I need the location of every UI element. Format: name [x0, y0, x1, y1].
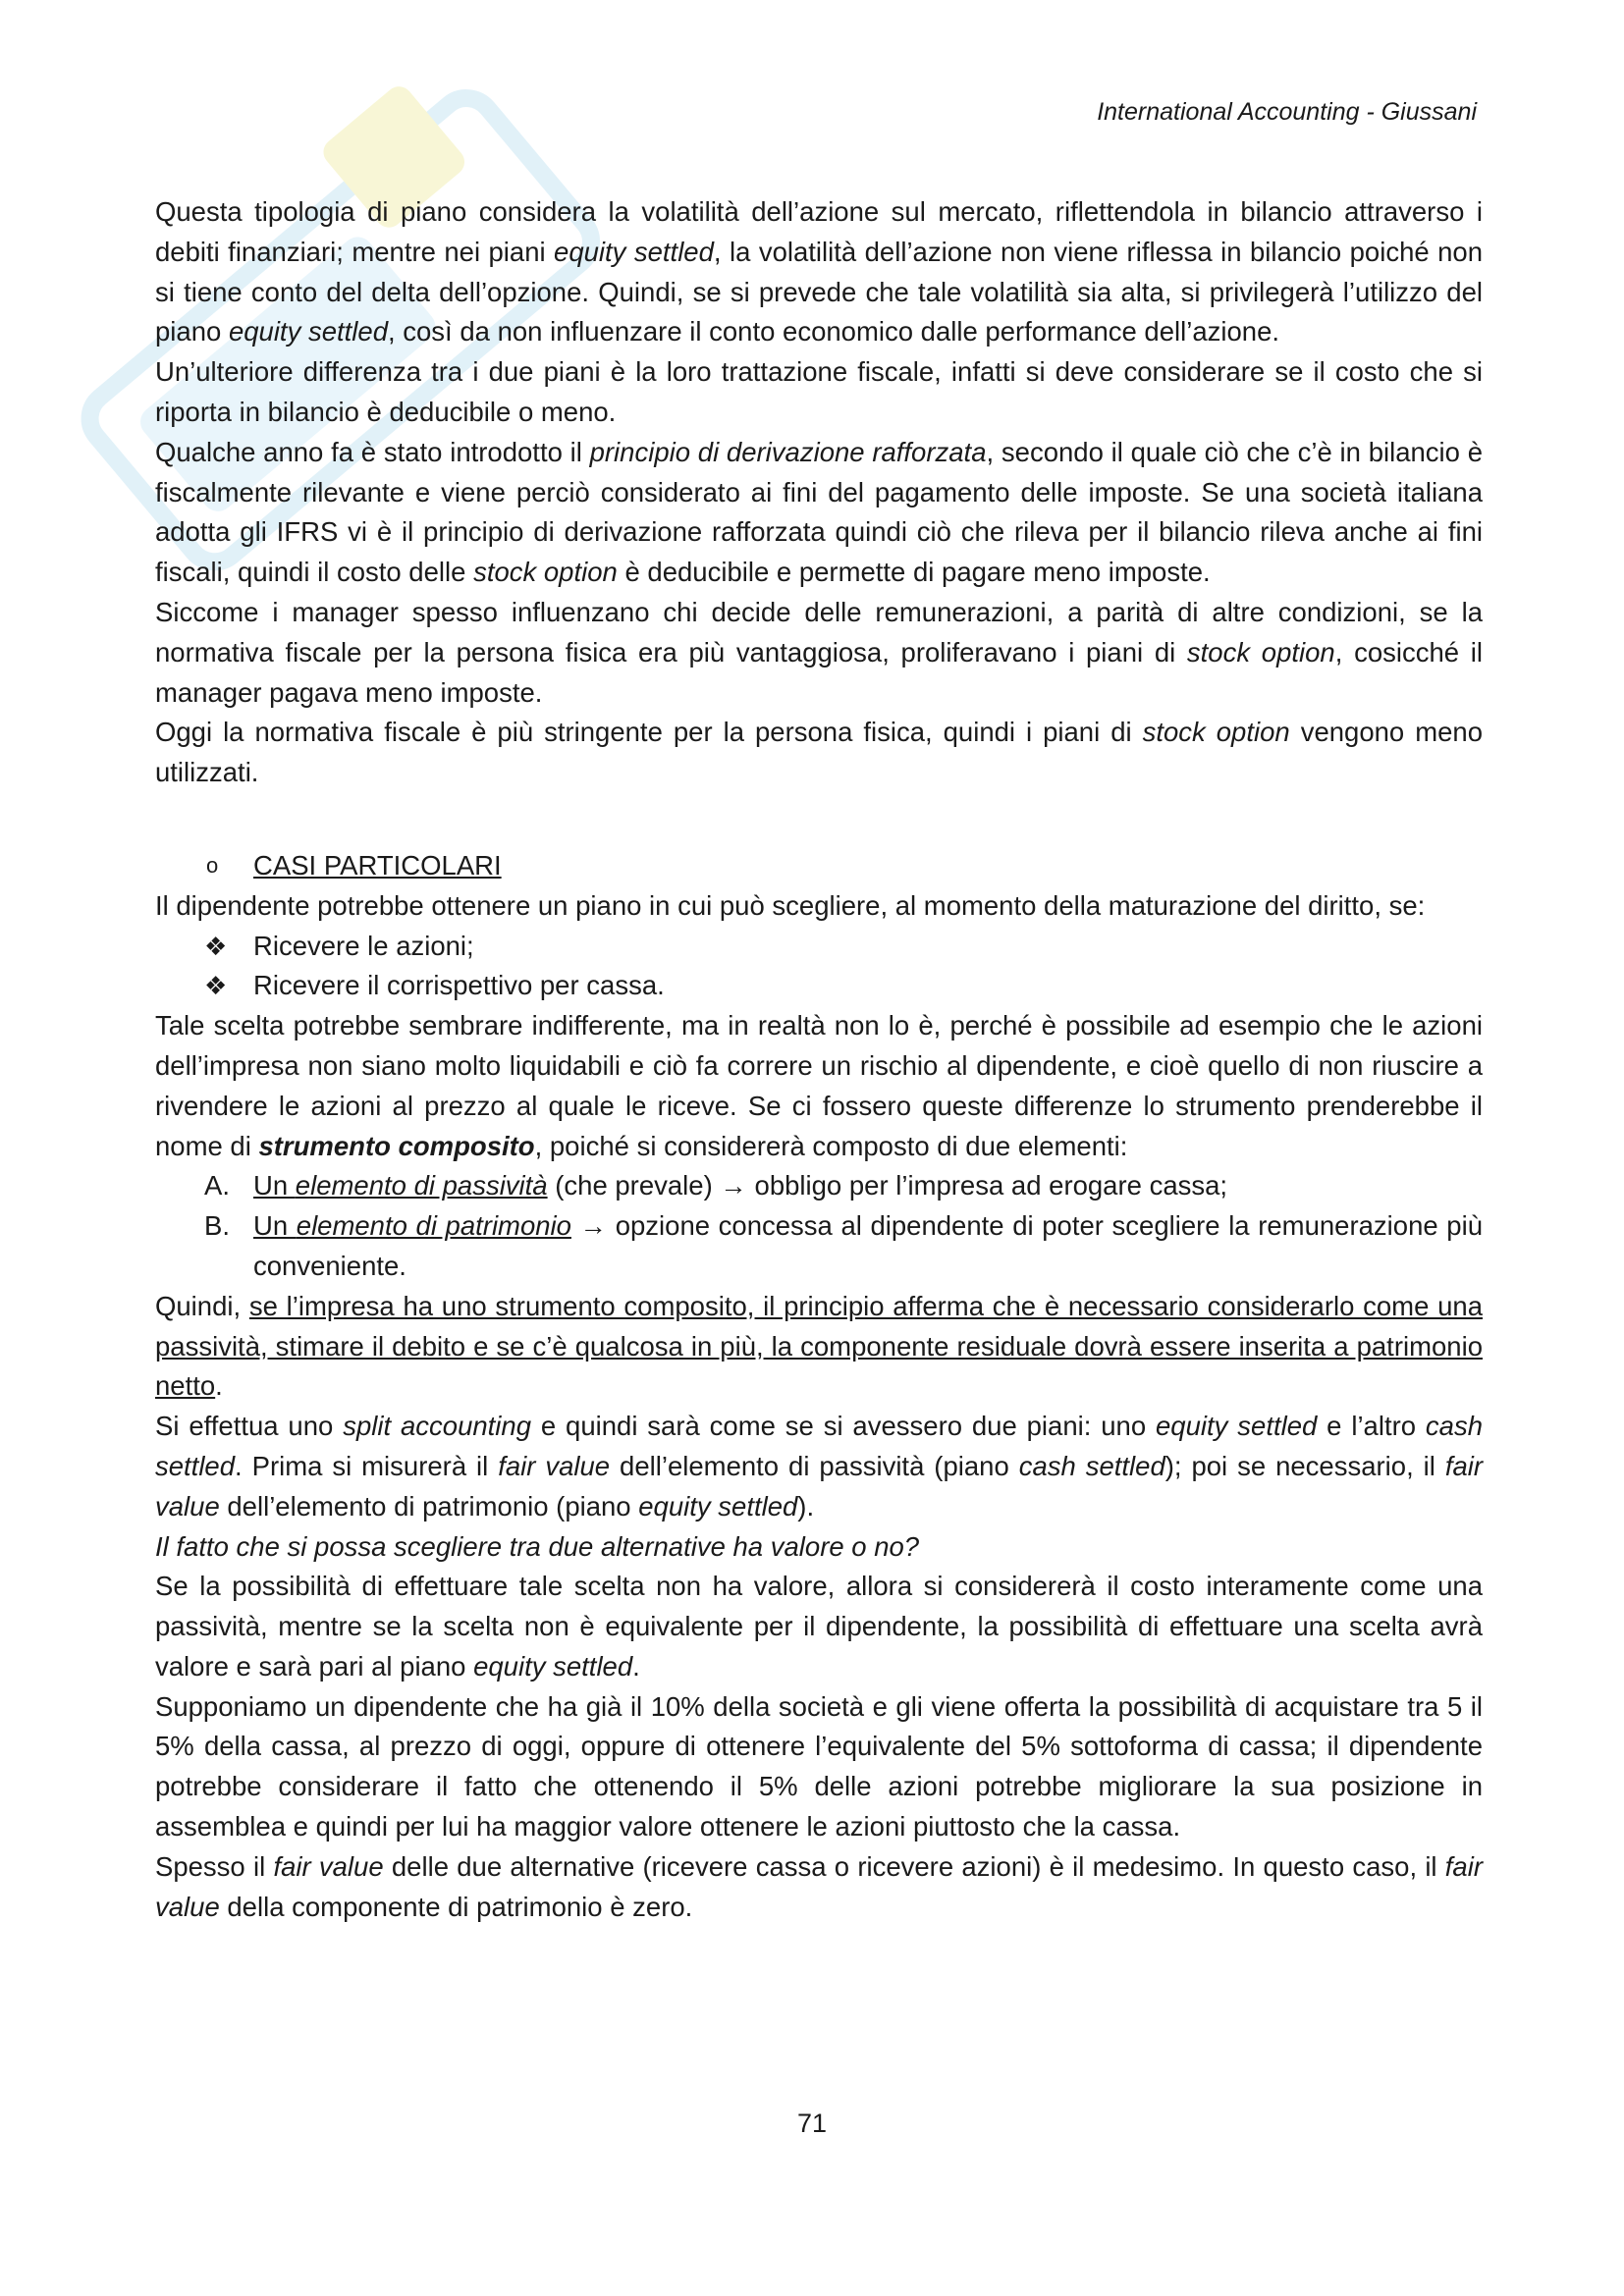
paragraph: Il dipendente potrebbe ottenere un piano in cui può scegliere, al momento della maturazione del diritto, se: — [155, 889, 1426, 921]
section-heading: o CASI PARTICOLARI — [155, 846, 1483, 886]
paragraph: Si effettua uno split accounting e quindi sarà come se si avessero due piani: uno equity settled e l’altro cash settled. Prima si misurerà il fair value dell’elemento di passività (piano cash settled); poi se necessario, il fair value dell’elemento di patrimonio (piano equity settled). — [155, 1411, 1484, 1522]
circle-bullet-icon: o — [206, 852, 219, 878]
arrow-right-icon: → — [579, 1210, 608, 1242]
list-item: A. Un elemento di passività (che prevale) → obbligo per l’impresa ad erogare cassa; — [204, 1170, 1228, 1201]
paragraph: Siccome i manager spesso influenzano chi decide delle remunerazioni, a parità di altre condizioni, se la normativa fiscale per la persona fisica era più vantaggiosa, proliferavano i piani di stock option, cosicché il manager pagava meno imposte. — [155, 596, 1483, 708]
paragraph: Supponiamo un dipendente che ha già il 10% della società e gli viene offerta la possibilità di acquistare tra 5 il 5% della cassa, al prezzo di oggi, oppure di ottenere l’equivalente del 5% sottoforma di cassa; il dipendente potrebbe considerare il fatto che ottenendo il 5% delle azioni potrebbe migliorare la sua posizione in assemblea e quindi per lui ha maggior valore ottenere le azioni piuttosto che la cassa. — [155, 1690, 1483, 1842]
question: Il fatto che si possa scegliere tra due alternative ha valore o no? — [155, 1530, 920, 1562]
page-number: 71 — [796, 2109, 828, 2138]
paragraph: Un’ulteriore differenza tra i due piani è la loro trattazione fiscale, infatti si deve considerare se il costo che si riporta in bilancio è deducibile o meno. — [155, 356, 1483, 427]
list-item: ❖ Ricevere le azioni; — [155, 927, 1483, 967]
paragraph: Qualche anno fa è stato introdotto il principio di derivazione rafforzata, secondo il quale ciò che c’è in bilancio è fiscalmente rilevante e viene perciò considerato ai fini del pagamento delle imposte. Se una società italiana adotta gli IFRS vi è il principio di derivazione rafforzata quindi ciò che rileva per il bilancio rileva anche ai fini fiscali, quindi il costo delle stock option è deducibile e permette di pagare meno imposte. — [155, 436, 1483, 588]
list-item: ❖ Ricevere il corrispettivo per cassa. — [155, 966, 1483, 1006]
diamond-bullet-icon: ❖ — [204, 931, 228, 961]
diamond-bullet-icon: ❖ — [204, 971, 228, 1001]
paragraph: Tale scelta potrebbe sembrare indifferente, ma in realtà non lo è, perché è possibile ad esempio che le azioni dell’impresa non siano molto liquidabili e ciò fa correre un rischio al dipendente, e cioè quello di non riuscire a rivendere le azioni al prezzo al quale le riceve. Se ci fossero queste differenze lo strumento prenderebbe il nome di strumento composito, poiché si considererà composto di due elementi: — [155, 1010, 1483, 1161]
page-header: International Accounting - Giussani — [1097, 98, 1477, 126]
document-body — [155, 192, 1483, 1927]
paragraph: Se la possibilità di effettuare tale scelta non ha valore, allora si considererà il costo interamente come una passività, mentre se la scelta non è equivalente per il dipendente, la possibilità di effettuare una scelta avrà valore e sarà pari al piano equity settled. — [155, 1571, 1483, 1682]
paragraph: Quindi, se l’impresa ha uno strumento composito, il principio afferma che è necessario considerarlo come una passività, stimare il debito e se c’è qualcosa in più, la componente residuale dovrà essere inserita a patrimonio netto. — [155, 1290, 1484, 1402]
paragraph: Questa tipologia di piano considera la volatilità dell’azione sul mercato, riflettendola in bilancio attraverso i debiti finanziari; mentre nei piani equity settled, la volatilità dell’azione non viene riflessa in bilancio poiché non si tiene conto del delta dell’opzione. Quindi, se si prevede che tale volatilità sia alta, si privilegerà l’utilizzo del piano equity settled, così da non influenzare il conto economico dalle performance dell’azione. — [155, 196, 1484, 347]
paragraph: Spesso il fair value delle due alternative (ricevere cassa o ricevere azioni) è il medesimo. In questo caso, il fair value della componente di patrimonio è zero. — [155, 1850, 1483, 1922]
arrow-right-icon: → — [720, 1170, 747, 1201]
paragraph: Oggi la normativa fiscale è più stringente per la persona fisica, quindi i piani di stock option vengono meno utilizzati. — [155, 717, 1483, 788]
list-item: B. Un elemento di patrimonio → opzione concessa al dipendente di poter scegliere la remunerazione più conveniente. — [204, 1210, 1483, 1281]
